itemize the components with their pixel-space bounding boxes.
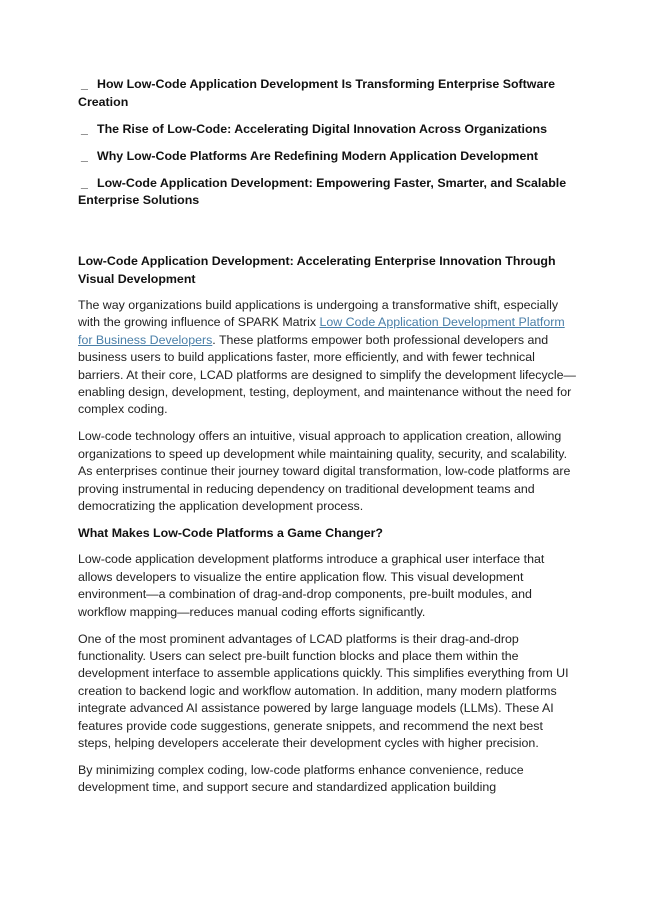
bullet-marker: _ — [81, 175, 88, 190]
article-heading: Low-Code Application Development: Accelerating Enterprise Innovation Through Visual Development — [78, 254, 556, 286]
paragraph-minimizing-coding: By minimizing complex coding, low-code platforms enhance convenience, reduce development time, and support secure and standardized application building — [78, 762, 524, 795]
paragraph-low-code-technology: Low-code technology offers an intuitive, visual approach to application creation, allowing organizations to speed up development while maintaining quality, security, and scalability. As enterprises continue their journey toward digital transformation, low-code platforms are proving instrumental in reducing dependency on traditional development teams and democratizing the application development process. — [78, 429, 571, 513]
paragraph-drag-and-drop: One of the most prominent advantages of LCAD platforms is their drag-and-drop functionality. Users can select pre-built function blocks and place them within the development interface to assemble applications quickly. This simplifies everything from UI creation to backend logic and workflow automation. In addition, many modern platforms integrate advanced AI assistance powered by large language models (LLMs). These AI features provide code suggestions, generate snippets, and recommend the next best steps, helping developers accelerate their development cycles with higher precision. — [78, 631, 569, 750]
paragraph-visual-development: Low-code application development platforms introduce a graphical user interface that allows developers to visualize the entire application flow. This visual development environment—a combination of drag-and-drop components, pre-built modules, and workflow mapping—reduces manual coding efforts significantly. — [78, 552, 545, 619]
title-text: How Low-Code Application Development Is Transforming Enterprise Software Creation — [78, 77, 556, 109]
section-subheading: What Makes Low-Code Platforms a Game Changer? — [78, 525, 384, 540]
bullet-marker: _ — [81, 77, 88, 91]
title-option-2 — [78, 121, 578, 139]
title-text: The Rise of Low-Code: Accelerating Digital Innovation Across Organizations — [97, 121, 548, 136]
spark-matrix-link[interactable]: Low Code Application Development Platform for Business Developers — [78, 315, 565, 347]
document-page — [78, 76, 578, 806]
paragraph-text: . These platforms empower both professional developers and business users to build applications faster, more efficiently, and with fewer technical barriers. At their core, LCAD platforms are designed to simplify the development lifecycle—enabling design, development, testing, deployment, and maintenance without the need for complex coding. — [78, 332, 576, 417]
title-text: Low-Code Application Development: Empowering Faster, Smarter, and Scalable Enterprise Solutions — [78, 175, 567, 207]
title-text: Why Low-Code Platforms Are Redefining Modern Application Development — [97, 148, 539, 163]
title-option-4 — [78, 175, 578, 210]
paragraph-text: The way organizations build applications is undergoing a transformative shift, especially with the growing influence of SPARK Matrix — [78, 298, 559, 330]
bullet-marker: _ — [81, 121, 88, 136]
bullet-marker: _ — [81, 148, 88, 163]
paragraph-intro — [78, 297, 578, 419]
title-option-1 — [78, 76, 578, 111]
title-option-3 — [78, 148, 578, 166]
section-spacer — [78, 219, 578, 253]
